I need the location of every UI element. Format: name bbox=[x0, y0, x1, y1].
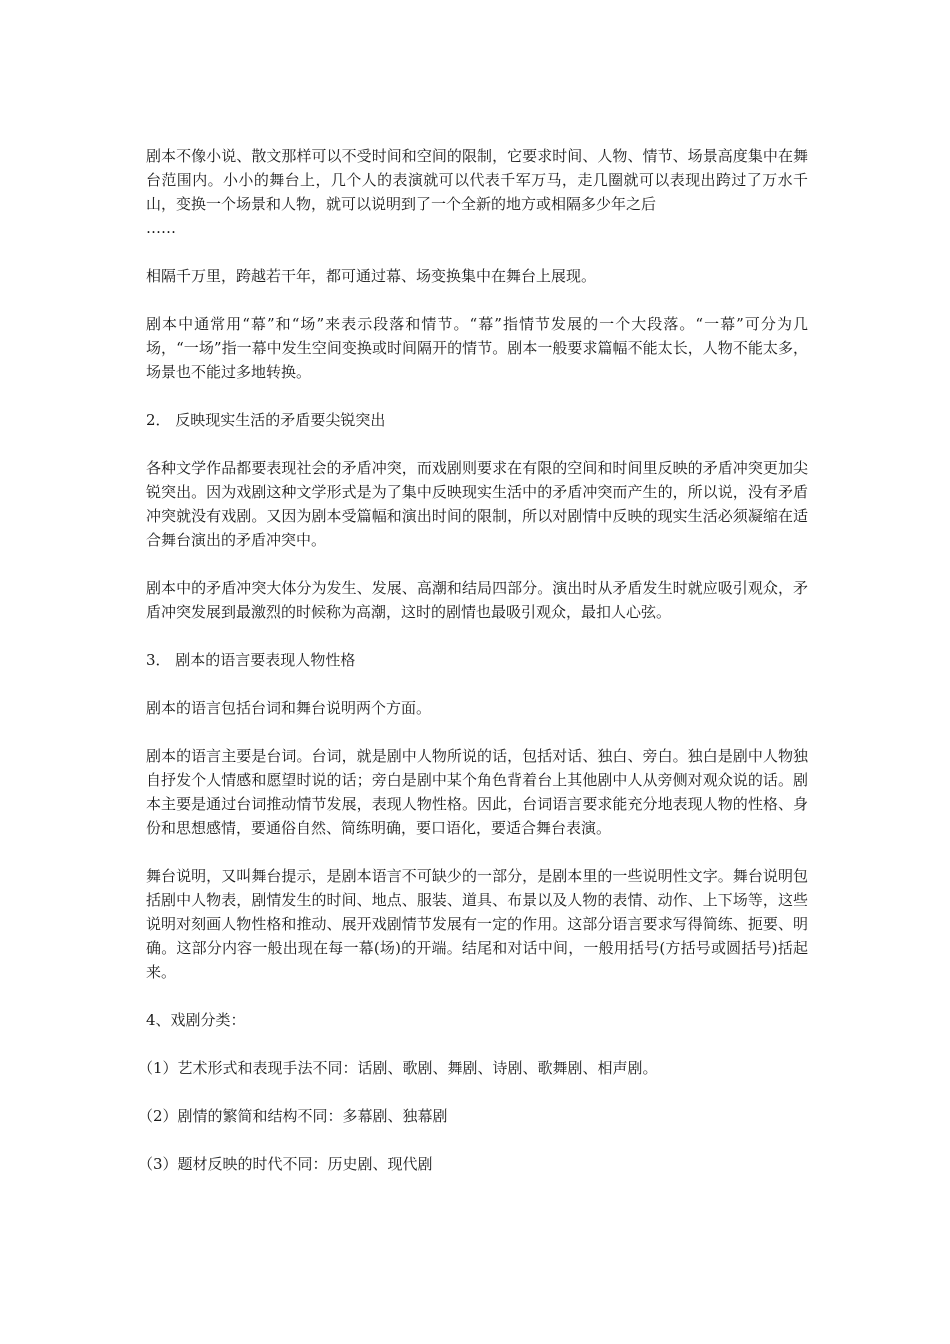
paragraph-script-space-time: 剧本不像小说、散文那样可以不受时间和空间的限制，它要求时间、人物、情节、场景高度集中在舞台范围内。小小的舞台上，几个人的表演就可以代表千军万马，走几圈就可以表现出跨过了万水千山，变换一个场景和人物，就可以说明到了一个全新的地方或相隔多少年之后 bbox=[146, 147, 808, 213]
section-heading-4: 4、戏剧分类： bbox=[146, 1011, 246, 1029]
paragraph-conflict: 各种文学作品都要表现社会的矛盾冲突，而戏剧则要求在有限的空间和时间里反映的矛盾冲突更加尖锐突出。因为戏剧这种文学形式是为了集中反映现实生活中的矛盾冲突而产生的，所以说，没有矛盾冲突就没有戏剧。又因为剧本受篇幅和演出时间的限制，所以对剧情中反映的现实生活必须凝缩在适合舞台演出的矛盾冲突中。 bbox=[146, 459, 808, 549]
paragraph-distance-years: 相隔千万里，跨越若干年，都可通过幕、场变换集中在舞台上展现。 bbox=[146, 267, 597, 285]
list-item-classification-1: （1）艺术形式和表现手法不同：话剧、歌剧、舞剧、诗剧、歌舞剧、相声剧。 bbox=[138, 1059, 658, 1077]
list-item-classification-3: （3）题材反映的时代不同：历史剧、现代剧 bbox=[138, 1155, 433, 1173]
list-item-classification-2: （2）剧情的繁简和结构不同：多幕剧、独幕剧 bbox=[138, 1107, 448, 1125]
document-body bbox=[138, 144, 808, 1200]
paragraph-dialogue: 剧本的语言主要是台词。台词，就是剧中人物所说的话，包括对话、独白、旁白。独白是剧中人物独自抒发个人情感和愿望时说的话；旁白是剧中某个角色背着台上其他剧中人从旁侧对观众说的话。剧本主要是通过台词推动情节发展，表现人物性格。因此，台词语言要求能充分地表现人物的性格、身份和思想感情，要通俗自然、简练明确，要口语化，要适合舞台表演。 bbox=[146, 747, 808, 837]
paragraph-conflict-stages: 剧本中的矛盾冲突大体分为发生、发展、高潮和结局四部分。演出时从矛盾发生时就应吸引观众，矛盾冲突发展到最激烈的时候称为高潮，这时的剧情也最吸引观众，最扣人心弦。 bbox=[146, 579, 808, 621]
paragraph-language-aspects: 剧本的语言包括台词和舞台说明两个方面。 bbox=[146, 699, 432, 717]
paragraph-ellipsis: …… bbox=[146, 219, 176, 237]
paragraph-acts-scenes: 剧本中通常用“幕”和“场”来表示段落和情节。“幕”指情节发展的一个大段落。“一幕”可分为几场，“一场”指一幕中发生空间变换或时间隔开的情节。剧本一般要求篇幅不能太长，人物不能太多，场景也不能过多地转换。 bbox=[146, 315, 808, 381]
section-heading-3: 3． 剧本的语言要表现人物性格 bbox=[146, 651, 356, 669]
paragraph-stage-directions: 舞台说明，又叫舞台提示，是剧本语言不可缺少的一部分，是剧本里的一些说明性文字。舞台说明包括剧中人物表，剧情发生的时间、地点、服装、道具、布景以及人物的表情、动作、上下场等，这些说明对刻画人物性格和推动、展开戏剧情节发展有一定的作用。这部分语言要求写得简练、扼要、明确。这部分内容一般出现在每一幕(场)的开端。结尾和对话中间，一般用括号(方括号或圆括号)括起来。 bbox=[146, 867, 808, 981]
section-heading-2: 2． 反映现实生活的矛盾要尖锐突出 bbox=[146, 411, 386, 429]
